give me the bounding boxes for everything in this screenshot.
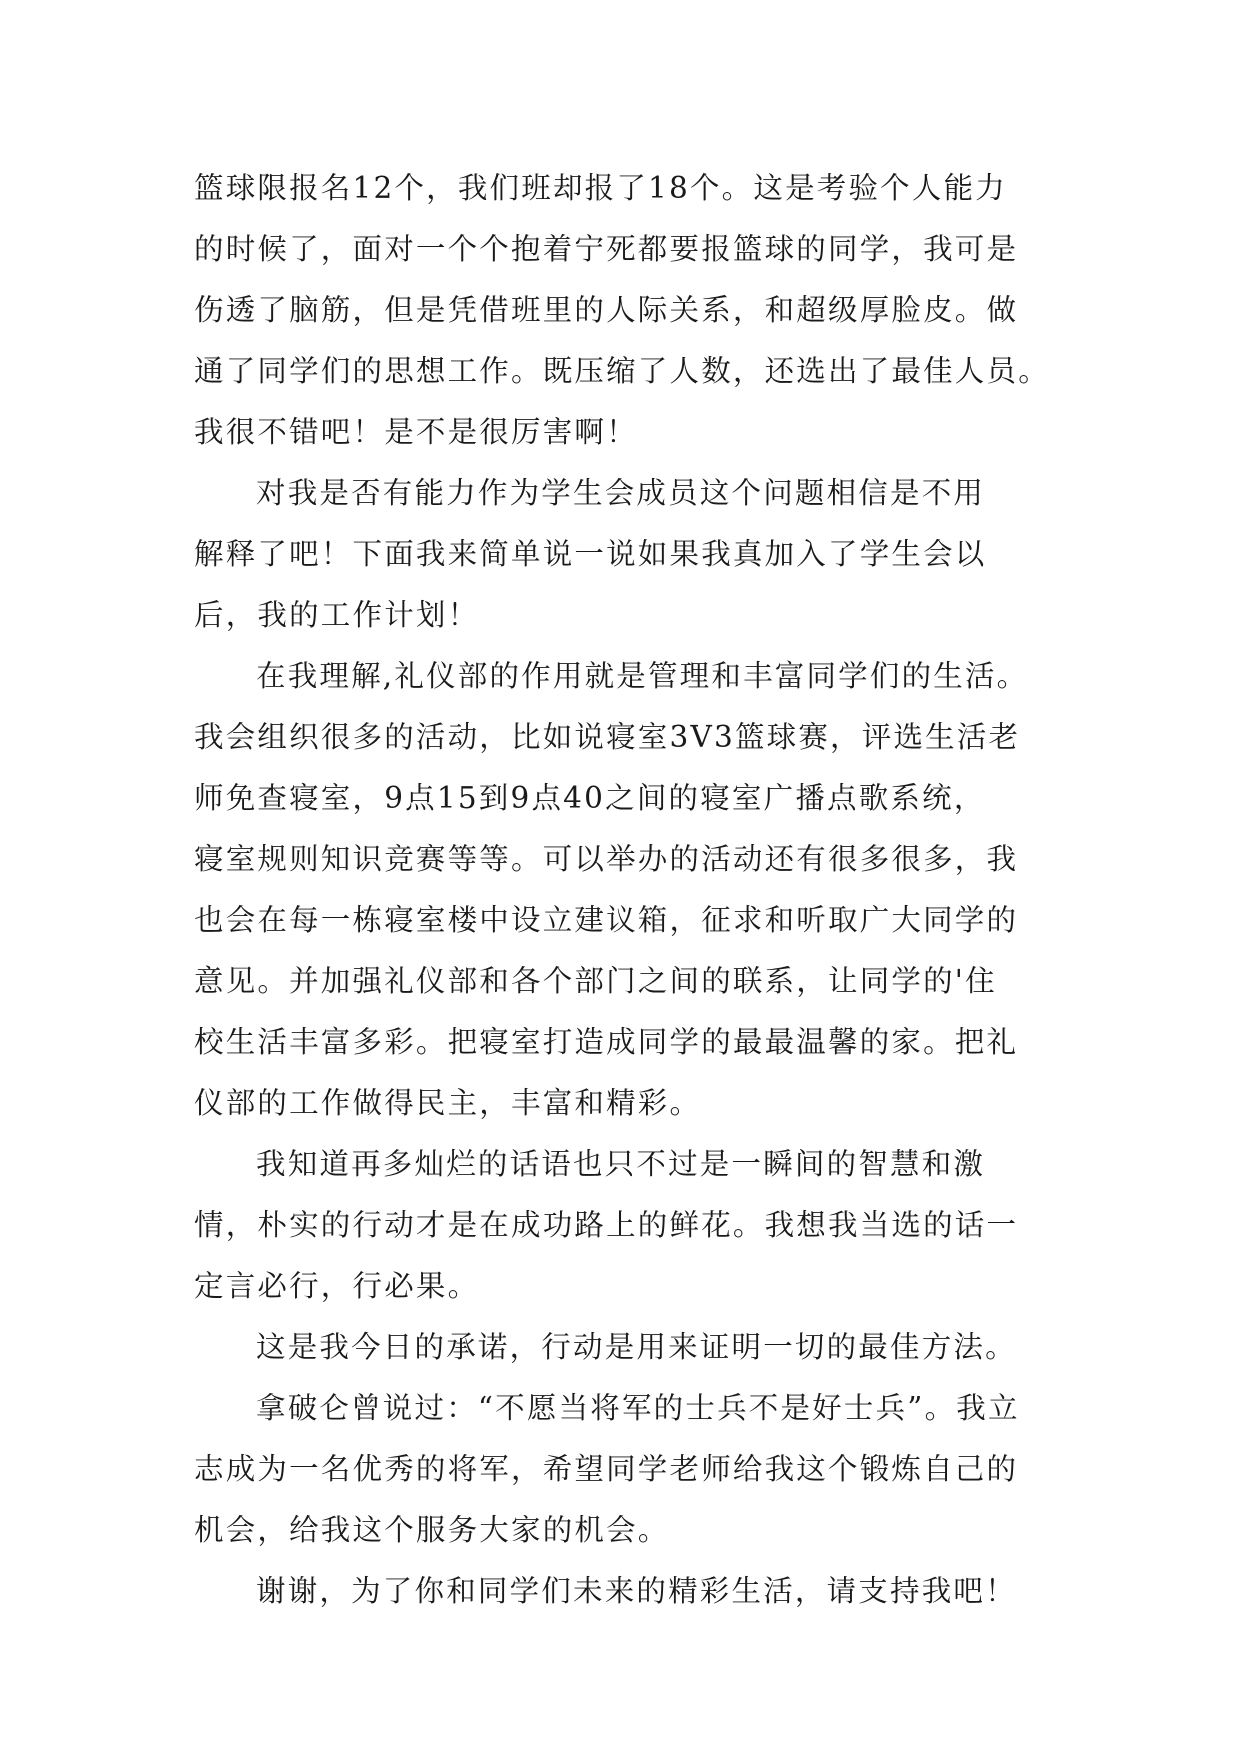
- text-line: 的时候了，面对一个个抱着宁死都要报篮球的同学，我可是: [194, 232, 1019, 266]
- text-line: 定言必行，行必果。: [194, 1269, 480, 1303]
- paragraph-first-line: 对我是否有能力作为学生会成员这个问题相信是不用: [256, 476, 986, 510]
- text-line: 篮球限报名12个，我们班却报了18个。这是考验个人能力: [194, 171, 1007, 205]
- text-line: 师免查寝室，9点15到9点40之间的寝室广播点歌系统，: [194, 781, 986, 815]
- text-line: 伤透了脑筋，但是凭借班里的人际关系，和超级厚脸皮。做: [194, 293, 1019, 327]
- paragraph-first-line: 在我理解,礼仪部的作用就是管理和丰富同学们的生活。: [256, 659, 1029, 693]
- text-line: 校生活丰富多彩。把寝室打造成同学的最最温馨的家。把礼: [194, 1025, 1019, 1059]
- paragraph-first-line: 拿破仑曾说过：“不愿当将军的士兵不是好士兵”。我立: [256, 1391, 1020, 1425]
- text-line: 情，朴实的行动才是在成功路上的鲜花。我想我当选的话一: [194, 1208, 1019, 1242]
- text-line: 我很不错吧！是不是很厉害啊！: [194, 415, 638, 449]
- text-line: 后，我的工作计划！: [194, 598, 480, 632]
- text-line: 志成为一名优秀的将军，希望同学老师给我这个锻炼自己的: [194, 1452, 1019, 1486]
- text-line: 也会在每一栋寝室楼中设立建议箱，征求和听取广大同学的: [194, 903, 1019, 937]
- paragraph-first-line: 谢谢，为了你和同学们未来的精彩生活，请支持我吧！: [256, 1574, 1017, 1608]
- text-line: 机会，给我这个服务大家的机会。: [194, 1513, 670, 1547]
- text-line: 我会组织很多的活动，比如说寝室3V3篮球赛，评选生活老: [194, 720, 1021, 754]
- text-line: 寝室规则知识竞赛等等。可以举办的活动还有很多很多，我: [194, 842, 1019, 876]
- paragraph-first-line: 我知道再多灿烂的话语也只不过是一瞬间的智慧和激: [256, 1147, 986, 1181]
- text-line: 意见。并加强礼仪部和各个部门之间的联系，让同学的'住: [194, 964, 997, 998]
- paragraph-first-line: 这是我今日的承诺，行动是用来证明一切的最佳方法。: [256, 1330, 1017, 1364]
- text-line: 解释了吧！下面我来简单说一说如果我真加入了学生会以: [194, 537, 987, 571]
- text-line: 仪部的工作做得民主，丰富和精彩。: [194, 1086, 702, 1120]
- text-line: 通了同学们的思想工作。既压缩了人数，还选出了最佳人员。: [194, 354, 1050, 388]
- document-body: [194, 158, 1084, 1622]
